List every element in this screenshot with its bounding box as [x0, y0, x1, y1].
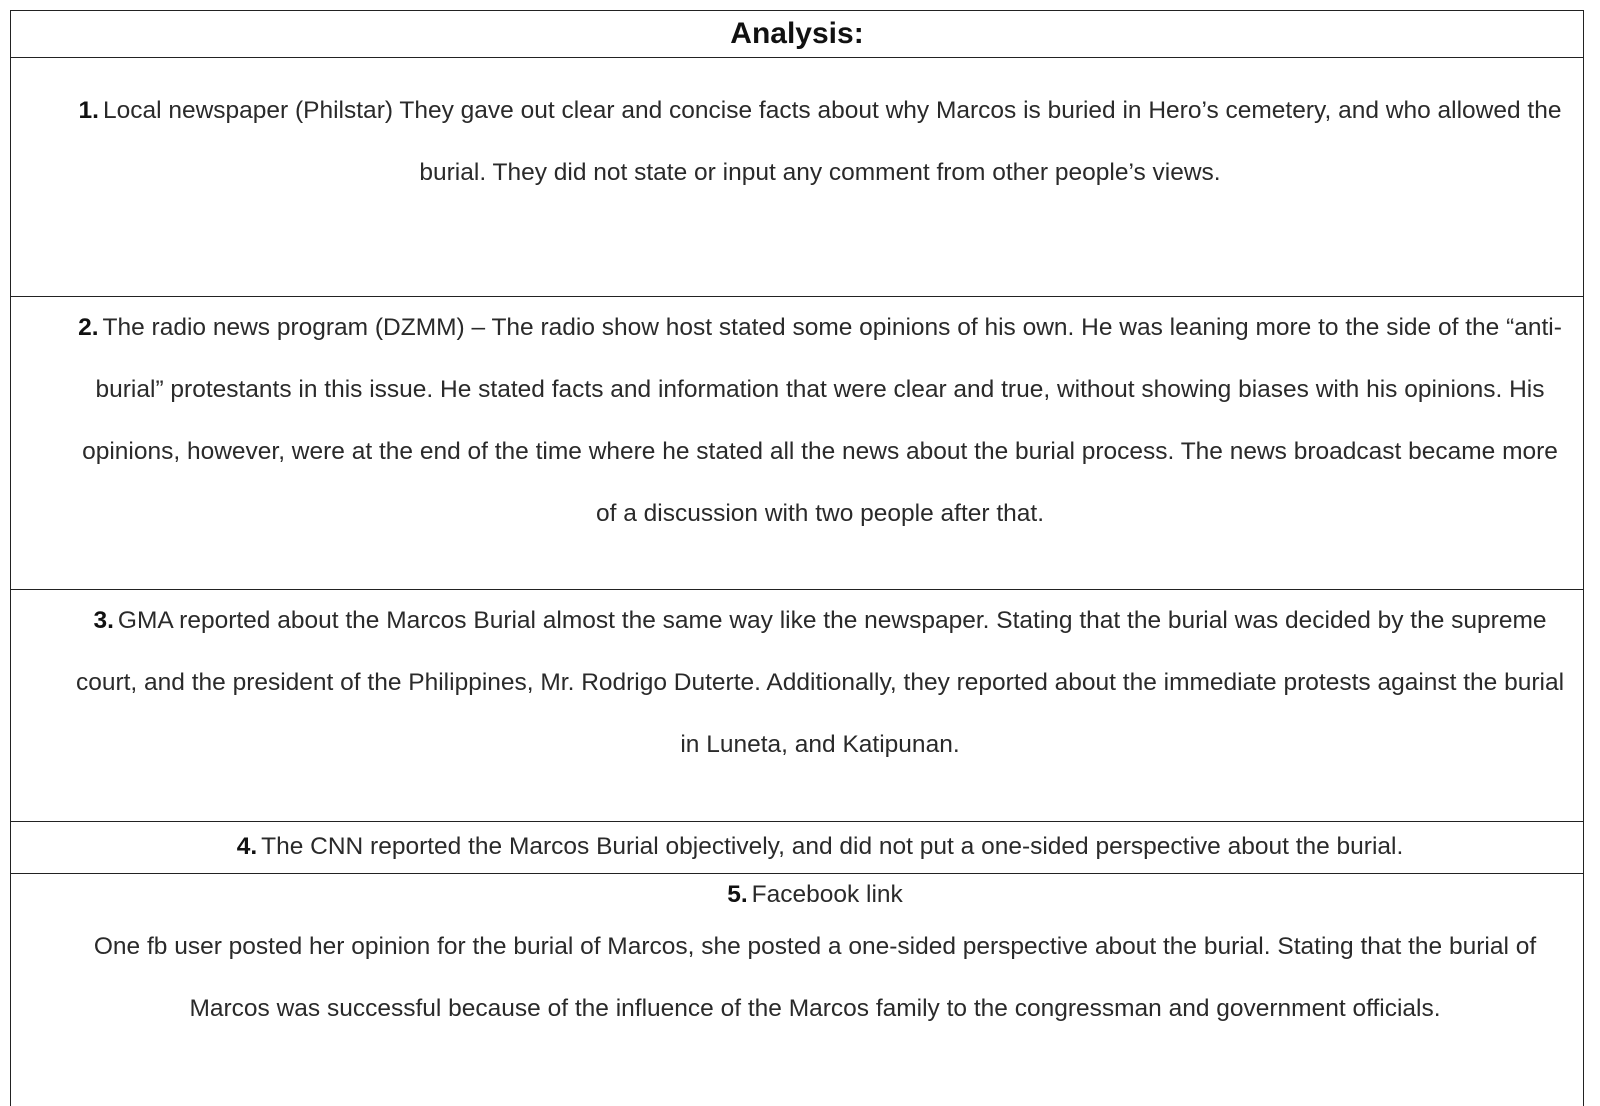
analysis-table [10, 10, 1584, 1106]
entry-text: GMA reported about the Marcos Burial almost the same way like the newspaper. Stating that the burial was decided by the supreme court, and the president of the Philippines, Mr. Rodrigo Duterte. Additionally, they reported about the immediate protests against the burial in Luneta, and Katipunan. [75, 607, 1565, 758]
analysis-entry-5 [11, 874, 1583, 1106]
entry-paragraph [71, 822, 1569, 872]
entry-text: One fb user posted her opinion for the burial of Marcos, she posted a one-sided perspective about the burial. Stating that the burial of Marcos was successful because of the influence of the Marcos family to the congressman and government officials. [93, 933, 1537, 1022]
analysis-entry-1 [11, 58, 1583, 297]
entry-text: The radio news program (DZMM) – The radio show host stated some opinions of his own. He was leaning more to the side of the “anti-burial” protestants in this issue. He stated facts and information that were clear and true, without showing biases with his opinions. His opinions, however, were at the end of the time where he stated all the news about the burial process. The news broadcast became more of a discussion with two people after that. [82, 314, 1562, 527]
entry-title: Facebook link [751, 881, 903, 908]
analysis-entry-3 [11, 590, 1583, 822]
entry-number: 3. [93, 607, 114, 634]
entry-paragraph [71, 590, 1569, 776]
analysis-entry-2 [11, 297, 1583, 590]
entry-text: Local newspaper (Philstar) They gave out clear and concise facts about why Marcos is buried in Hero’s cemetery, and who allowed the burial. They did not state or input any comment from other people’s views. [102, 97, 1562, 186]
table-header [11, 11, 1583, 58]
entry-paragraph [61, 916, 1569, 1040]
entry-paragraph [71, 80, 1569, 204]
entry-text: The CNN reported the Marcos Burial objectively, and did not put a one-sided perspective about the burial. [261, 833, 1404, 860]
table-title: Analysis: [730, 17, 864, 50]
entry-number: 5. [727, 881, 748, 908]
analysis-entry-4 [11, 822, 1583, 874]
entry-title-line [61, 874, 1569, 916]
entry-number: 2. [78, 314, 99, 341]
entry-paragraph [71, 297, 1569, 545]
entry-number: 4. [236, 833, 258, 860]
entry-number: 1. [78, 97, 99, 124]
